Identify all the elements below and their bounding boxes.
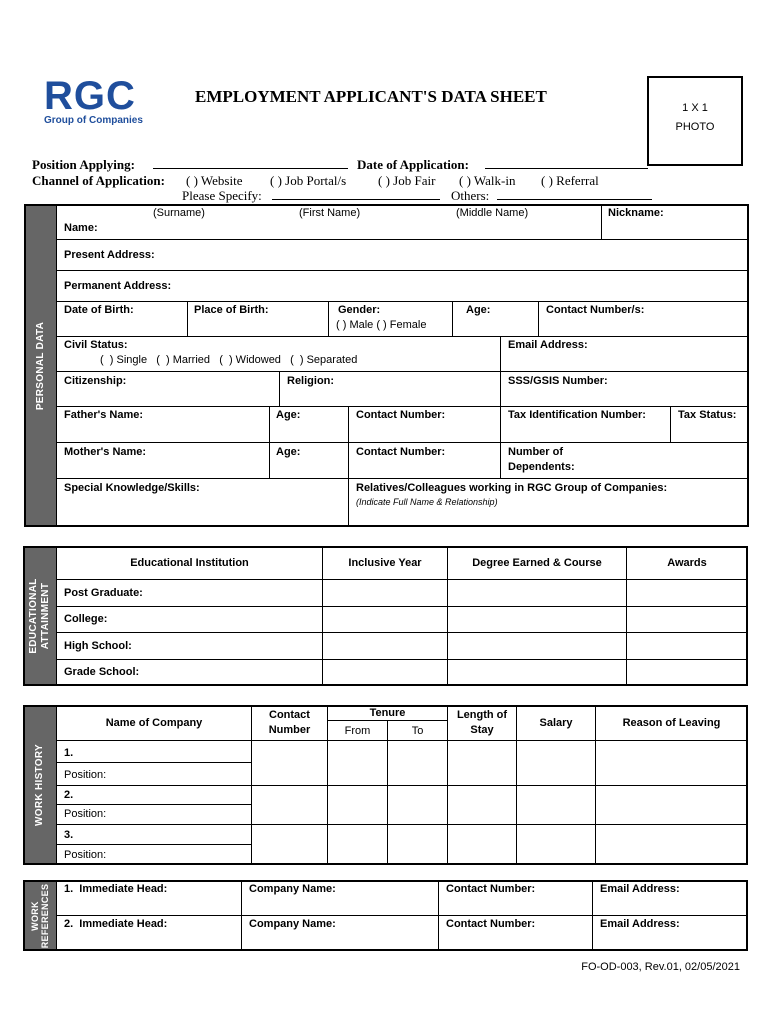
ref-company-2-label: Company Name: <box>249 918 336 930</box>
table-row[interactable] <box>322 659 448 686</box>
table-row[interactable] <box>447 740 517 786</box>
table-row[interactable] <box>447 785 517 825</box>
table-row[interactable] <box>327 824 388 865</box>
table-row[interactable] <box>595 824 748 865</box>
edu-header-year-label: Inclusive Year <box>348 557 422 569</box>
logo-subtitle: Group of Companies <box>44 115 143 126</box>
page-title: EMPLOYMENT APPLICANT'S DATA SHEET <box>195 87 547 106</box>
others-label: Others: <box>451 188 490 203</box>
religion-label: Religion: <box>287 375 335 387</box>
present-address-label: Present Address: <box>64 249 155 261</box>
photo-label-size: 1 X 1 <box>682 102 708 114</box>
work-history-heading: WORK HISTORY <box>34 744 45 826</box>
work-reason-label: Reason of Leaving <box>622 717 721 729</box>
logo-text: RGC <box>44 74 136 118</box>
channel-label: Channel of Application: <box>32 173 165 188</box>
work-company-1[interactable] <box>56 740 252 763</box>
ref-company-1-label: Company Name: <box>249 883 336 895</box>
work-tenure-label: Tenure <box>369 707 406 719</box>
table-row[interactable] <box>387 824 448 865</box>
work-company-2[interactable] <box>56 785 252 805</box>
email-label: Email Address: <box>508 339 588 351</box>
present-address-cell[interactable] <box>56 239 749 271</box>
ref-head-2-label: 2. Immediate Head: <box>64 918 168 930</box>
first-name-hint: (First Name) <box>299 207 361 219</box>
channel-website[interactable]: ( ) Website <box>186 173 243 188</box>
table-row[interactable] <box>387 785 448 825</box>
sss-label: SSS/GSIS Number: <box>508 375 608 387</box>
table-row[interactable] <box>595 785 748 825</box>
table-row[interactable] <box>595 740 748 786</box>
work-contact-label-2: Number <box>268 724 311 736</box>
work-references-heading-line2: REFERENCES <box>40 883 50 948</box>
channel-job-portal[interactable]: ( ) Job Portal/s <box>270 173 347 188</box>
work-position-label-2: Position: <box>64 808 107 820</box>
table-row[interactable] <box>327 785 388 825</box>
gender-options[interactable]: ( ) Male ( ) Female <box>336 319 427 331</box>
table-row[interactable] <box>447 824 517 865</box>
table-row[interactable] <box>251 740 328 786</box>
position-applying-label: Position Applying: <box>32 157 135 172</box>
channel-referral[interactable]: ( ) Referral <box>541 173 599 188</box>
photo-label: PHOTO <box>675 121 715 133</box>
table-row[interactable] <box>626 606 748 633</box>
edu-header-institution-label: Educational Institution <box>130 557 249 569</box>
ref-head-1-label: 1. Immediate Head: <box>64 883 168 895</box>
high-school-label: High School: <box>64 640 132 652</box>
table-row[interactable] <box>447 579 627 607</box>
surname-hint: (Surname) <box>153 207 205 219</box>
table-row[interactable] <box>322 632 448 660</box>
relatives-note: (Indicate Full Name & Relationship) <box>356 497 498 507</box>
ref-email-2-label: Email Address: <box>600 918 680 930</box>
table-row[interactable] <box>516 740 596 786</box>
work-entry-1: 1. <box>64 747 74 759</box>
tax-status-label: Tax Status: <box>678 409 737 421</box>
table-row[interactable] <box>327 740 388 786</box>
photo-box <box>647 76 743 166</box>
college-label: College: <box>64 613 108 625</box>
dependents-label-2: Dependents: <box>508 461 575 473</box>
date-of-birth-label: Date of Birth: <box>64 304 134 316</box>
relatives-label: Relatives/Colleagues working in RGC Group of Companies: <box>356 482 668 494</box>
position-applying-line[interactable] <box>153 168 348 169</box>
table-row[interactable] <box>626 659 748 686</box>
contact-numbers-label: Contact Number/s: <box>546 304 645 316</box>
edu-header-degree-label: Degree Earned & Course <box>472 557 602 569</box>
table-row[interactable] <box>447 606 627 633</box>
tin-label: Tax Identification Number: <box>508 409 646 421</box>
citizenship-label: Citizenship: <box>64 375 127 387</box>
mothers-name-label: Mother's Name: <box>64 446 147 458</box>
date-of-application-label: Date of Application: <box>357 157 469 172</box>
name-label: Name: <box>64 222 98 234</box>
age-label: Age: <box>466 304 491 316</box>
nickname-label: Nickname: <box>608 207 664 219</box>
table-row[interactable] <box>447 659 627 686</box>
table-row[interactable] <box>322 579 448 607</box>
post-graduate-label: Post Graduate: <box>64 587 143 599</box>
grade-school-label: Grade School: <box>64 666 140 678</box>
company-logo <box>44 76 143 127</box>
work-position-label-3: Position: <box>64 849 107 861</box>
channel-job-fair[interactable]: ( ) Job Fair <box>378 173 436 188</box>
table-row[interactable] <box>447 632 627 660</box>
table-row[interactable] <box>322 606 448 633</box>
fathers-name-label: Father's Name: <box>64 409 144 421</box>
table-row[interactable] <box>516 785 596 825</box>
edu-header-awards-label: Awards <box>667 557 707 569</box>
place-of-birth-label: Place of Birth: <box>194 304 269 316</box>
work-company-label: Name of Company <box>105 717 203 729</box>
work-entry-3: 3. <box>64 829 74 841</box>
work-to-label: To <box>411 725 424 737</box>
skills-label: Special Knowledge/Skills: <box>64 482 200 494</box>
work-length-label-1: Length of <box>456 709 508 721</box>
channel-walk-in[interactable]: ( ) Walk-in <box>459 173 516 188</box>
work-salary-label: Salary <box>539 717 573 729</box>
table-row[interactable] <box>626 632 748 660</box>
table-row[interactable] <box>387 740 448 786</box>
ref-contact-1-label: Contact Number: <box>446 883 536 895</box>
middle-name-hint: (Middle Name) <box>456 207 529 219</box>
fathers-age-label: Age: <box>276 409 301 421</box>
mothers-contact-label: Contact Number: <box>356 446 446 458</box>
dependents-label-1: Number of <box>508 446 563 458</box>
table-row[interactable] <box>251 824 328 865</box>
gender-label: Gender: <box>338 304 381 316</box>
form-code: FO-OD-003, Rev.01, 02/05/2021 <box>581 961 740 973</box>
mothers-age-label: Age: <box>276 446 301 458</box>
personal-data-heading: PERSONAL DATA <box>34 321 46 410</box>
date-of-application-line[interactable] <box>485 168 648 169</box>
education-heading-line2: ATTAINMENT <box>40 582 51 650</box>
table-row[interactable] <box>516 824 596 865</box>
others-line[interactable] <box>497 199 652 200</box>
please-specify-line[interactable] <box>272 199 440 200</box>
please-specify-label: Please Specify: <box>182 188 262 203</box>
permanent-address-label: Permanent Address: <box>64 280 172 292</box>
civil-status-options[interactable]: ( ) Single ( ) Married ( ) Widowed ( ) Separated <box>100 354 358 366</box>
ref-email-1-label: Email Address: <box>600 883 680 895</box>
table-row[interactable] <box>626 579 748 607</box>
work-entry-2: 2. <box>64 789 74 801</box>
work-from-label: From <box>344 725 371 737</box>
work-contact-label-1: Contact <box>269 709 310 721</box>
table-row[interactable] <box>251 785 328 825</box>
work-length-label-2: Stay <box>470 724 494 736</box>
work-position-label-1: Position: <box>64 769 107 781</box>
work-company-3[interactable] <box>56 824 252 845</box>
civil-status-label: Civil Status: <box>64 339 128 351</box>
work-references-heading-line1: WORK <box>30 900 40 931</box>
education-heading-line1: EDUCATIONAL <box>28 578 39 654</box>
fathers-contact-label: Contact Number: <box>356 409 446 421</box>
ref-contact-2-label: Contact Number: <box>446 918 536 930</box>
